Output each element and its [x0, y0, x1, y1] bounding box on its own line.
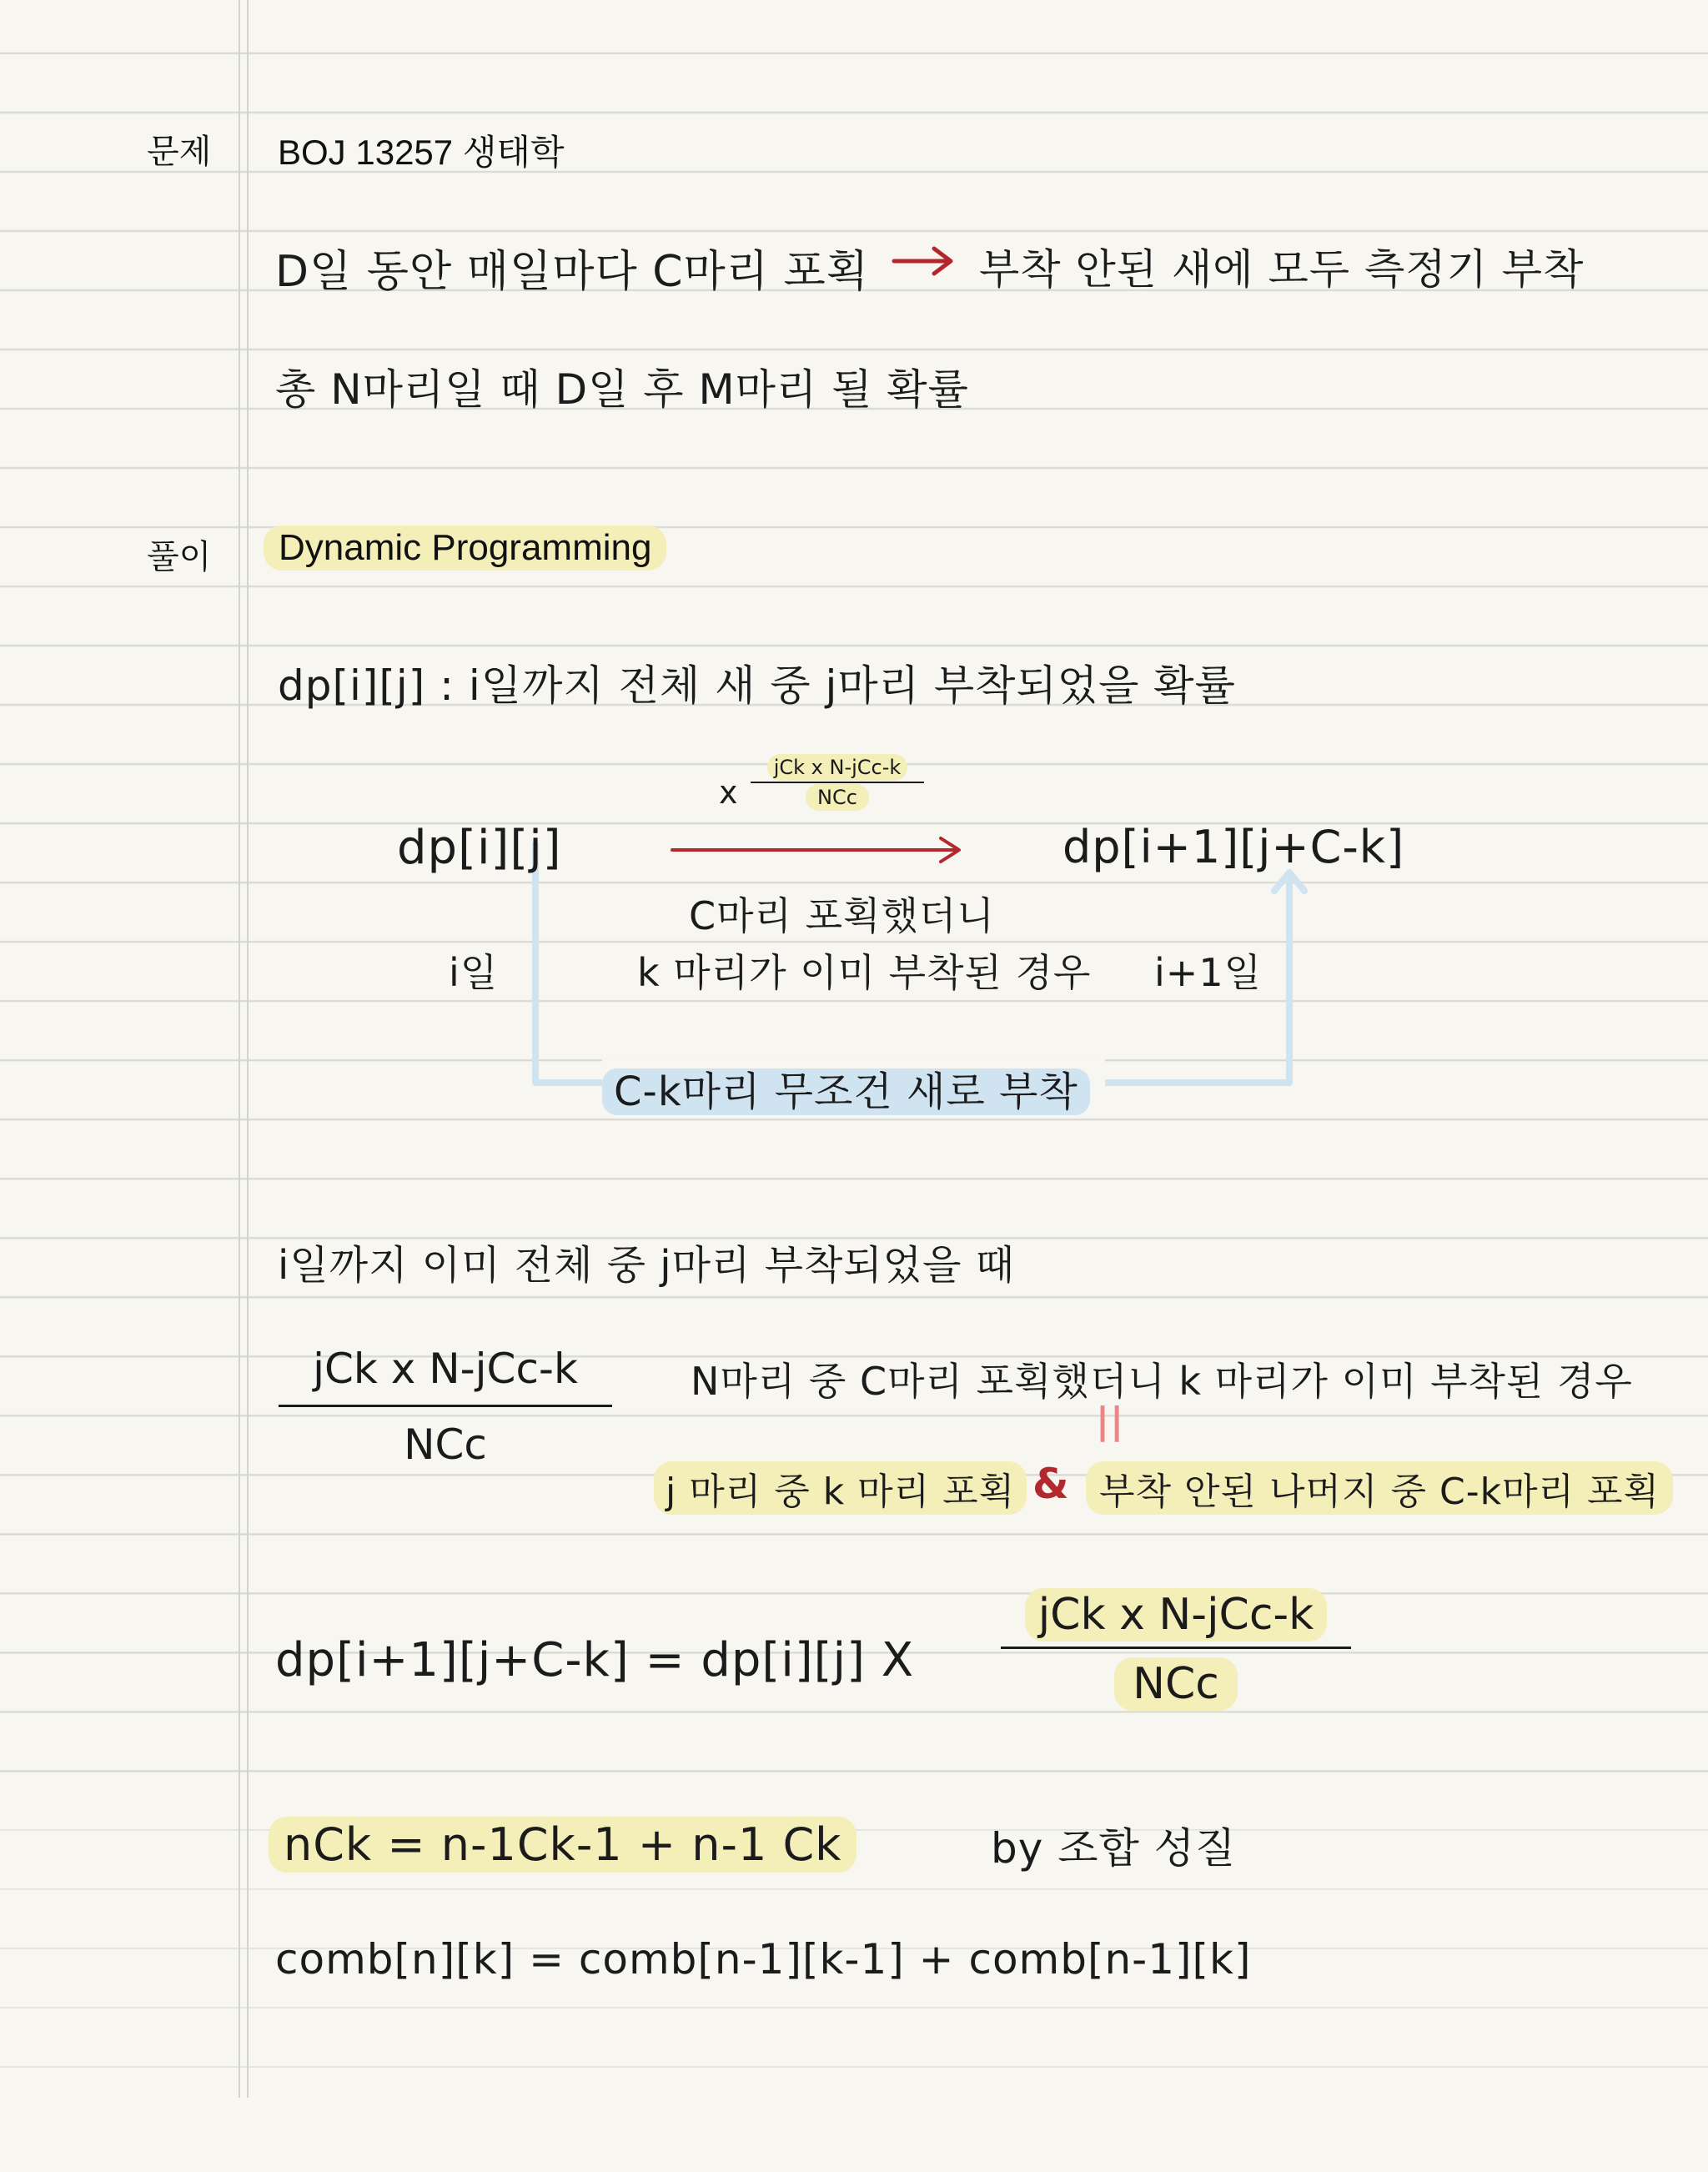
problem-title: BOJ 13257 생태학 — [278, 133, 565, 172]
problem-line-1-left: D일 동안 매일마다 C마리 포획 — [275, 247, 870, 297]
method-highlight: Dynamic Programming — [264, 525, 666, 571]
diagram-day-from: i일 — [449, 950, 499, 995]
probability-denominator: NCc — [404, 1420, 487, 1469]
diagram-day-to: i+1일 — [1154, 950, 1263, 995]
ampersand-mark: & — [1032, 1460, 1070, 1508]
probability-numerator: jCk x N-jCc-k — [313, 1345, 578, 1393]
diagram-caption-2: k 마리가 이미 부착된 경우 — [637, 950, 1092, 995]
equals-mark-icon: || — [1096, 1400, 1125, 1442]
diagram-loop-label: C-k마리 무조건 새로 부착 — [602, 1068, 1090, 1115]
diagram-factor-fraction — [751, 756, 924, 809]
recurrence-lhs: dp[i+1][j+C-k] = dp[i][j] X — [275, 1633, 915, 1687]
diagram-caption-1: C마리 포획했더니 — [689, 893, 995, 938]
recurrence-fraction — [1001, 1590, 1351, 1709]
diagram-from-state: dp[i][j] — [397, 821, 562, 875]
diagram-loop-label-wrap — [602, 1059, 1105, 1117]
problem-line-2: 총 N마리일 때 D일 후 M마리 될 확률 — [275, 365, 969, 414]
explain-line-1: N마리 중 C마리 포획했더니 k 마리가 이미 부착된 경우 — [691, 1359, 1633, 1404]
comb-identity: nCk = n-1Ck-1 + n-1 Ck — [269, 1817, 857, 1873]
dp-definition: dp[i][j] : i일까지 전체 새 중 j마리 부착되었을 확률 — [278, 661, 1236, 710]
given-condition: i일까지 이미 전체 중 j마리 부착되었을 때 — [278, 1242, 1016, 1289]
problem-line-1-right: 부착 안된 새에 모두 측정기 부착 — [979, 245, 1585, 294]
explain-line-2-a: j 마리 중 k 마리 포획 — [654, 1461, 1027, 1515]
recurrence-numerator: jCk x N-jCc-k — [1025, 1588, 1328, 1642]
recurrence-denominator: NCc — [1114, 1657, 1238, 1711]
label-solution: 풀이 — [147, 539, 212, 576]
diagram-to-state: dp[i+1][j+C-k] — [1062, 821, 1405, 873]
diagram-factor-denominator: NCc — [806, 784, 869, 811]
explain-line-2-b: 부착 안된 나머지 중 C-k마리 포획 — [1086, 1461, 1673, 1515]
diagram-factor-numerator: jCk x N-jCc-k — [767, 754, 908, 781]
factor-times: x — [719, 774, 739, 811]
comb-identity-note: by 조합 성질 — [991, 1824, 1237, 1873]
label-problem: 문제 — [147, 133, 212, 170]
comb-code: comb[n][k] = comb[n-1][k-1] + comb[n-1][k] — [275, 1935, 1252, 1983]
probability-fraction — [279, 1345, 612, 1469]
